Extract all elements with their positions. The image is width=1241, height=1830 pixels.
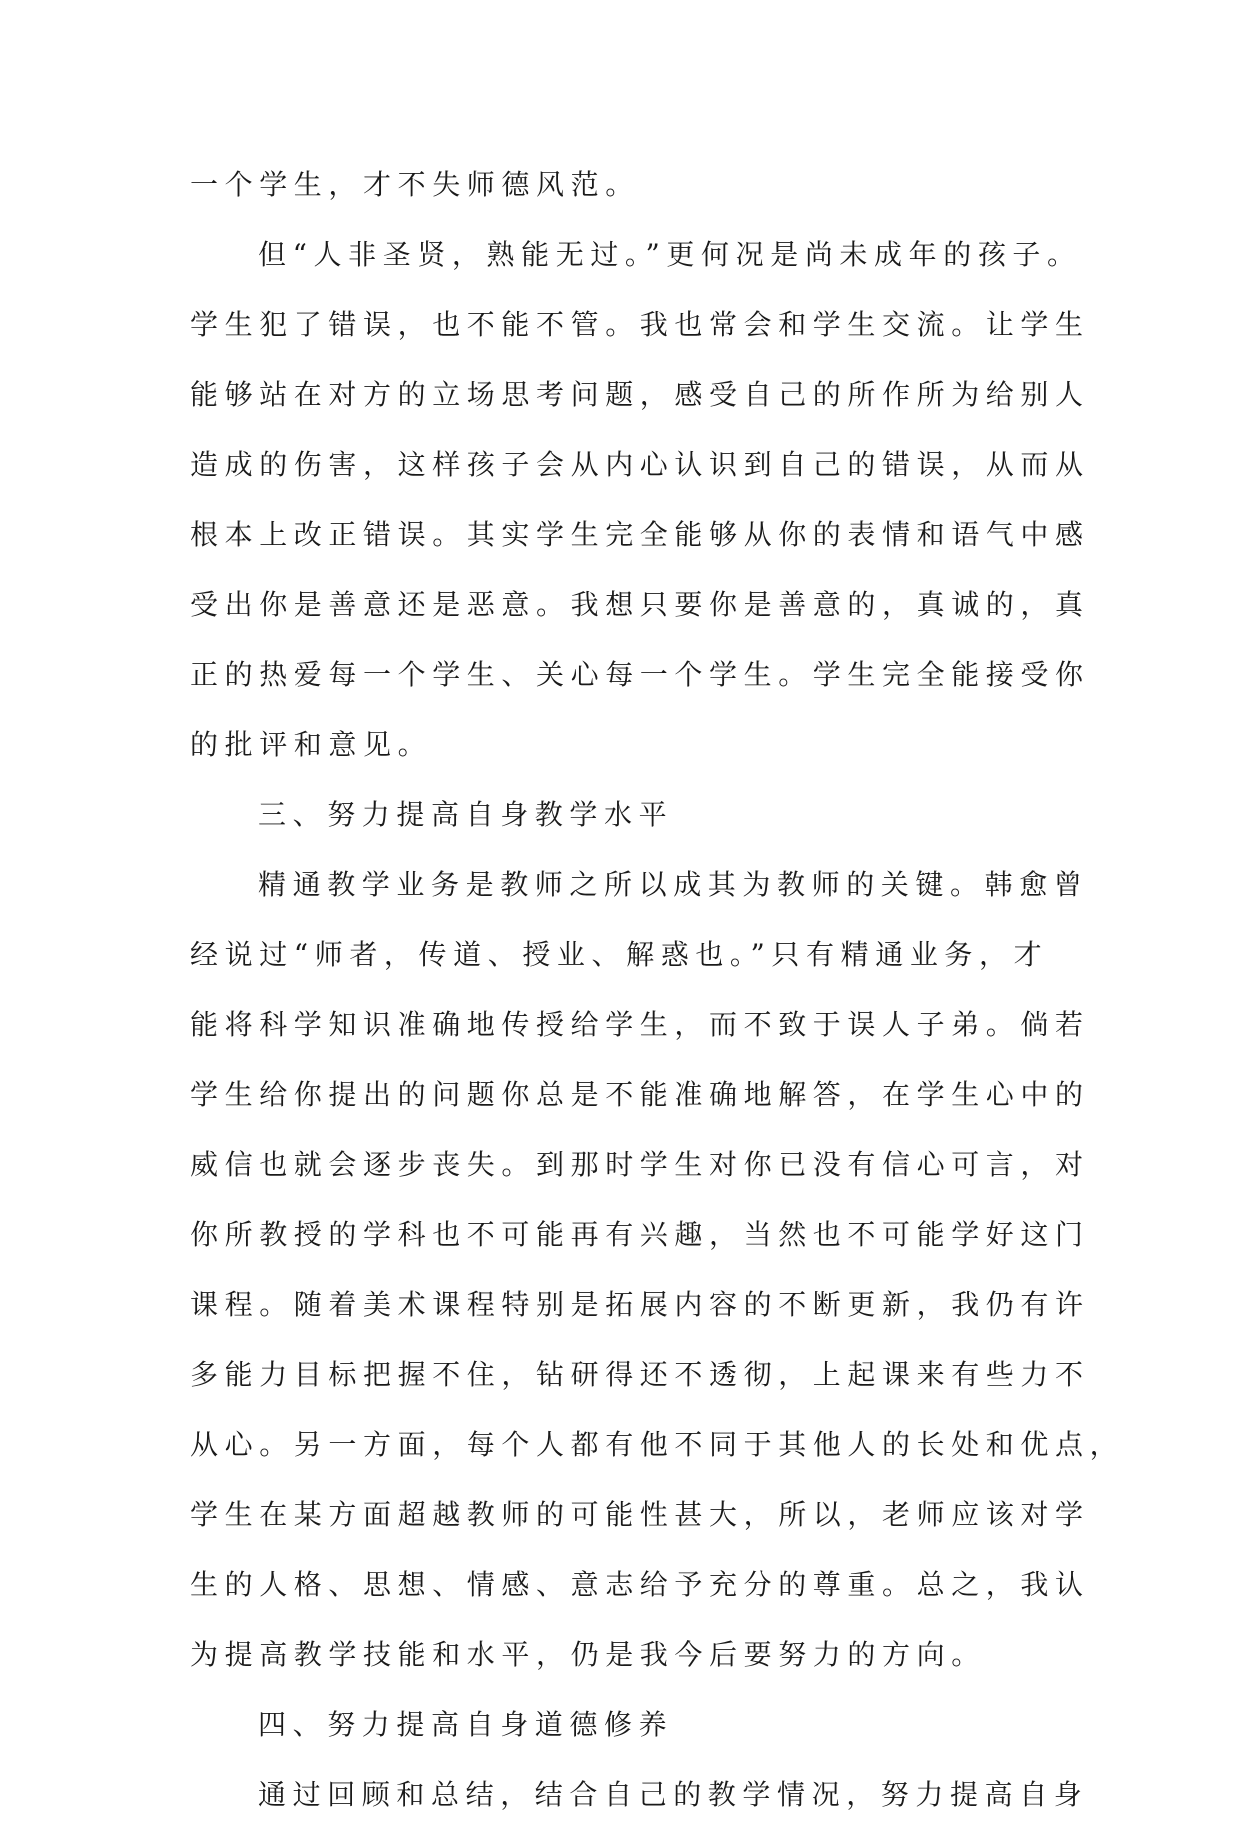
text-line: 能够站在对方的立场思考问题，感受自己的所作所为给别人 [190,378,1090,411]
document-body [190,150,1125,1830]
text-line: 能将科学知识准确地传授给学生，而不致于误人子弟。倘若 [190,1008,1090,1041]
section-heading: 四、努力提高自身道德修养 [258,1708,674,1741]
text-line: 你所教授的学科也不可能再有兴趣，当然也不可能学好这门 [190,1218,1090,1251]
paragraph-first-line: 但“人非圣贤，熟能无过。”更何况是尚未成年的孩子。 [258,238,1082,271]
text-line: 正的热爱每一个学生、关心每一个学生。学生完全能接受你 [190,658,1090,691]
text-line: 为提高教学技能和水平，仍是我今后要努力的方向。 [190,1638,986,1671]
text-line: 学生给你提出的问题你总是不能准确地解答，在学生心中的 [190,1078,1090,1111]
text-line: 经说过“师者，传道、授业、解惑也。”只有精通业务，才 [190,938,1049,971]
text-line: 一个学生，才不失师德风范。 [190,168,640,201]
text-line: 根本上改正错误。其实学生完全能够从你的表情和语气中感 [190,518,1090,551]
text-line: 受出你是善意还是恶意。我想只要你是善意的，真诚的，真 [190,588,1090,621]
text-line: 从心。另一方面，每个人都有他不同于其他人的长处和优点， [190,1428,1125,1461]
text-line: 多能力目标把握不住，钻研得还不透彻，上起课来有些力不 [190,1358,1090,1391]
text-line: 学生犯了错误，也不能不管。我也常会和学生交流。让学生 [190,308,1090,341]
text-line: 生的人格、思想、情感、意志给予充分的尊重。总之，我认 [190,1568,1090,1601]
text-line: 的批评和意见。 [190,728,433,761]
text-line: 学生在某方面超越教师的可能性甚大，所以，老师应该对学 [190,1498,1090,1531]
paragraph-first-line: 通过回顾和总结，结合自己的教学情况，努力提高自身 [258,1778,1089,1811]
paragraph-first-line: 精通教学业务是教师之所以成其为教师的关键。韩愈曾 [258,868,1089,901]
text-line: 造成的伤害，这样孩子会从内心认识到自己的错误，从而从 [190,448,1090,481]
section-heading: 三、努力提高自身教学水平 [258,798,674,831]
text-line: 威信也就会逐步丧失。到那时学生对你已没有信心可言，对 [190,1148,1090,1181]
text-line: 课程。随着美术课程特别是拓展内容的不断更新，我仍有许 [190,1288,1090,1321]
